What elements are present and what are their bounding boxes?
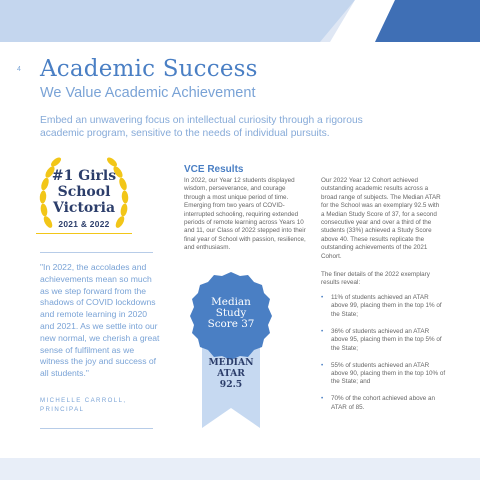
vce-paragraph-3: The finer details of the 2022 exemplary results reveal: [321,271,430,287]
quote-divider-top [40,252,153,253]
bullet-icon: • [321,294,324,301]
quote-author [40,396,155,414]
badge-underline [36,233,132,234]
results-list [321,294,446,421]
medal-icon [180,268,282,432]
quote-divider-bottom [40,428,153,429]
ribbon-line-1: MEDIAN [208,357,254,368]
list-item: • 55% of students achieved an ATAR above 90, placing them in the top 10% of the State; and [321,361,446,386]
footer-band [0,458,480,480]
list-item: • 36% of students achieved an ATAR above 95, placing them in the top 5% of the State; [321,327,442,352]
intro-text: Embed an unwavering focus on intellectual curiosity through a rigorous academic program, sensitive to the needs of individual pursuits. [40,115,363,139]
quote-author-name: MICHELLE CARROLL, [40,397,127,404]
ranking-badge [36,150,132,250]
bullet-icon: • [321,327,324,335]
ribbon-line-3: 92.5 [219,379,243,390]
vce-paragraph-2: Our 2022 Year 12 Cohort achieved outstanding academic results across a broad range of subjects. The Median ATAR for the School was an exemplary 92.5 with a Median Study Score of 37, for a second consecutive year and over a third of the students (33%) achieved a Study Score above 40. These results replicate the outstanding achievements of the 2021 Cohort. [321,177,441,260]
badge-line-3: Victoria [52,200,116,216]
medal-line-2: Study [215,307,247,319]
vce-paragraph-1: In 2022, our Year 12 students displayed wisdom, perseverance, and courage through a most unique period of time. Emerging from two years of COVID-interrupted schooling, requiring extended periods of remote learning across Years 10 and 11, our Class of 2022 stepped into their final year of School with passion, resilience, and enthusiasm. [184,177,306,252]
medal-line-3: Score 37 [207,318,255,330]
badge-line-1: #1 Girls [51,168,117,184]
badge-years: 2021 & 2022 [58,219,110,229]
principal-quote: "In 2022, the accolades and achievements mean so much as we step forward from the shadows of COVID lockdowns and remote learning in 2020 and 2021. As we settle into our new normal, we cherish a great sense of fulfilment as we witness the joy and success of all students." [40,262,160,379]
list-item: • 11% of students achieved an ATAR above 99, placing them in the top 1% of the State; [321,294,442,318]
header-decoration [0,0,480,42]
medal-line-1: Median [211,296,251,308]
bullet-icon: • [321,395,324,403]
vce-results-heading: VCE Results [184,164,244,175]
badge-line-2: School [57,184,111,200]
list-item: • 70% of the cohort achieved above an ATAR of 85. [321,395,435,411]
page-number: 4 [17,66,21,73]
ribbon-line-2: ATAR [217,368,245,379]
quote-author-role: PRINCIPAL [40,406,85,413]
page-title: Academic Success [40,56,258,82]
page-subtitle: We Value Academic Achievement [40,85,256,101]
bullet-icon: • [321,361,324,369]
medal-ribbon [180,268,282,432]
